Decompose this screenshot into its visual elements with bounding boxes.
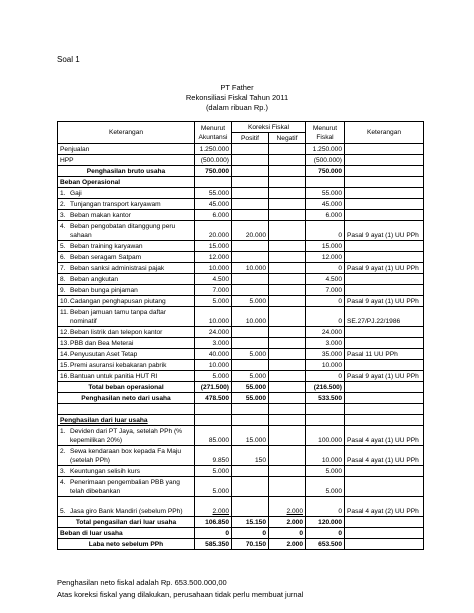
item-number: 4. bbox=[60, 223, 66, 230]
cell-negatif bbox=[269, 188, 306, 199]
cell-akuntansi: 9.850 bbox=[195, 446, 232, 466]
table-row bbox=[58, 263, 424, 274]
table-row bbox=[58, 285, 424, 296]
item-label: Beban angkutan bbox=[70, 276, 119, 283]
cell-negatif bbox=[269, 466, 306, 477]
cell-fiskal: 533.500 bbox=[306, 393, 345, 404]
item-number: 15. bbox=[60, 362, 70, 369]
table-row bbox=[58, 241, 424, 252]
cell-note bbox=[345, 338, 424, 349]
cell-note bbox=[345, 477, 424, 497]
cell-negatif bbox=[269, 210, 306, 221]
cell-negatif bbox=[269, 477, 306, 497]
cell-positif bbox=[232, 199, 269, 210]
cell-fiskal: 5.000 bbox=[306, 466, 345, 477]
cell-negatif bbox=[269, 446, 306, 466]
cell-empty bbox=[345, 404, 424, 415]
cell-keterangan bbox=[58, 446, 195, 466]
table-row bbox=[58, 210, 424, 221]
cell-negatif bbox=[269, 221, 306, 241]
cell-note bbox=[345, 241, 424, 252]
item-number: 8. bbox=[60, 276, 66, 283]
cell-fiskal: (216.500) bbox=[306, 382, 345, 393]
cell-positif: 10.000 bbox=[232, 307, 269, 327]
cell-positif bbox=[232, 477, 269, 497]
cell-akuntansi: 12.000 bbox=[195, 252, 232, 263]
cell-keterangan bbox=[58, 263, 195, 274]
item-number: 3. bbox=[60, 212, 66, 219]
item-number: 10. bbox=[60, 298, 70, 305]
item-label: Beban bunga pinjaman bbox=[70, 287, 138, 294]
cell-fiskal: 55.000 bbox=[306, 188, 345, 199]
cell-keterangan: Penghasilan bruto usaha bbox=[58, 166, 195, 177]
total-beban-row bbox=[58, 382, 424, 393]
cell-note: Pasal 11 UU PPh bbox=[345, 349, 424, 360]
cell-keterangan bbox=[58, 327, 195, 338]
cell-fiskal: 24.000 bbox=[306, 327, 345, 338]
cell-positif: 10.000 bbox=[232, 263, 269, 274]
cell-negatif bbox=[269, 263, 306, 274]
cell-negatif bbox=[269, 252, 306, 263]
cell-akuntansi: 5.000 bbox=[195, 371, 232, 382]
cell-negatif bbox=[269, 199, 306, 210]
cell-fiskal: 120.000 bbox=[306, 517, 345, 528]
cell-akuntansi: 106.850 bbox=[195, 517, 232, 528]
total-luar-row bbox=[58, 517, 424, 528]
col-fiskal-header: Menurut Fiskal bbox=[306, 122, 345, 144]
item-number: 11. bbox=[60, 309, 69, 316]
cell-akuntansi: (271.500) bbox=[195, 382, 232, 393]
cell-fiskal: 3.000 bbox=[306, 338, 345, 349]
table-row bbox=[58, 497, 424, 517]
item-number: 5. bbox=[60, 243, 66, 250]
cell-positif bbox=[232, 241, 269, 252]
item-label: Cadangan penghapusan piutang bbox=[70, 298, 166, 305]
cell-fiskal: 0 bbox=[306, 263, 345, 274]
cell-positif bbox=[232, 274, 269, 285]
cell-fiskal: 35.000 bbox=[306, 349, 345, 360]
table-row bbox=[58, 155, 424, 166]
cell-akuntansi: 20.000 bbox=[195, 221, 232, 241]
question-label: Soal 1 bbox=[57, 55, 80, 64]
cell-negatif bbox=[269, 426, 306, 446]
cell-keterangan bbox=[58, 338, 195, 349]
item-label: Deviden dari PT Jaya, setelah PPh (% kepemilikan 20%) bbox=[70, 428, 183, 444]
cell-keterangan bbox=[58, 466, 195, 477]
section-beban-operasional: Beban Operasional bbox=[58, 177, 195, 188]
cell-negatif bbox=[269, 296, 306, 307]
cell-note bbox=[345, 166, 424, 177]
cell-fiskal: 7.000 bbox=[306, 285, 345, 296]
item-label: Bantuan untuk panitia HUT RI bbox=[70, 373, 158, 380]
cell-positif bbox=[232, 415, 269, 426]
item-number: 1. bbox=[60, 428, 66, 435]
cell-positif: 20.000 bbox=[232, 221, 269, 241]
cell-negatif: 2.000 bbox=[269, 539, 306, 550]
item-label: Beban jamuan tamu tanpa daftar nominatif bbox=[70, 309, 167, 325]
cell-note bbox=[345, 327, 424, 338]
footer-line-1: Penghasilan neto fiskal adalah Rp. 653.500.000,00 bbox=[57, 578, 227, 587]
cell-keterangan bbox=[58, 274, 195, 285]
cell-fiskal: 6.000 bbox=[306, 210, 345, 221]
cell-akuntansi: (500.000) bbox=[195, 155, 232, 166]
col-negatif-header: Negatif bbox=[269, 133, 306, 144]
cell-fiskal: 653.500 bbox=[306, 539, 345, 550]
section-header-row bbox=[58, 415, 424, 426]
cell-akuntansi: 6.000 bbox=[195, 210, 232, 221]
table-row bbox=[58, 307, 424, 327]
table-header-row-1 bbox=[58, 122, 424, 133]
table-row bbox=[58, 221, 424, 241]
cell-keterangan: Penjualan bbox=[58, 144, 195, 155]
item-label: Beban pengobatan ditanggung peru sahaan bbox=[70, 223, 176, 239]
cell-akuntansi: 585.350 bbox=[195, 539, 232, 550]
col-akuntansi-header: Menurut Akuntansi bbox=[195, 122, 232, 144]
cell-fiskal: 12.000 bbox=[306, 252, 345, 263]
cell-positif: 150 bbox=[232, 446, 269, 466]
item-number: 16. bbox=[60, 373, 70, 380]
cell-note bbox=[345, 466, 424, 477]
cell-negatif bbox=[269, 338, 306, 349]
item-label: Penerimaan pengembalian PBB yang telah dibebankan bbox=[70, 479, 180, 495]
cell-keterangan: Total beban operasional bbox=[58, 382, 195, 393]
cell-akuntansi: 10.000 bbox=[195, 307, 232, 327]
table-row bbox=[58, 274, 424, 285]
report-unit: (dalam ribuan Rp.) bbox=[205, 103, 269, 112]
cell-negatif bbox=[269, 177, 306, 188]
cell-keterangan: Laba neto sebelum PPh bbox=[58, 539, 195, 550]
cell-keterangan: Penghasilan neto dari usaha bbox=[58, 393, 195, 404]
cell-fiskal: 4.500 bbox=[306, 274, 345, 285]
cell-akuntansi: 5.000 bbox=[195, 477, 232, 497]
cell-negatif: 2.000 bbox=[269, 497, 306, 517]
cell-akuntansi: 2.000 bbox=[195, 497, 232, 517]
cell-akuntansi: 3.000 bbox=[195, 338, 232, 349]
cell-empty bbox=[195, 404, 232, 415]
cell-note bbox=[345, 393, 424, 404]
cell-note: Pasal 9 ayat (1) UU PPh bbox=[345, 296, 424, 307]
cell-note bbox=[345, 252, 424, 263]
item-number: 2. bbox=[60, 448, 66, 455]
cell-akuntansi: 5.000 bbox=[195, 466, 232, 477]
cell-positif: 55.000 bbox=[232, 393, 269, 404]
table-row bbox=[58, 199, 424, 210]
table-row bbox=[58, 349, 424, 360]
cell-note bbox=[345, 144, 424, 155]
cell-note bbox=[345, 415, 424, 426]
cell-keterangan bbox=[58, 371, 195, 382]
cell-akuntansi: 10.000 bbox=[195, 360, 232, 371]
cell-akuntansi: 4.500 bbox=[195, 274, 232, 285]
item-label: Penyusutan Aset Tetap bbox=[70, 351, 138, 358]
table-row bbox=[58, 144, 424, 155]
cell-note bbox=[345, 210, 424, 221]
cell-keterangan bbox=[58, 188, 195, 199]
cell-note bbox=[345, 360, 424, 371]
cell-positif: 70.150 bbox=[232, 539, 269, 550]
cell-positif bbox=[232, 360, 269, 371]
cell-fiskal: 10.000 bbox=[306, 446, 345, 466]
cell-keterangan bbox=[58, 360, 195, 371]
cell-fiskal: 0 bbox=[306, 371, 345, 382]
cell-fiskal: 10.000 bbox=[306, 360, 345, 371]
cell-keterangan bbox=[58, 477, 195, 497]
cell-negatif bbox=[269, 371, 306, 382]
item-label: Beban listrik dan telepon kantor bbox=[70, 329, 163, 336]
cell-keterangan bbox=[58, 349, 195, 360]
cell-note: Pasal 9 ayat (1) UU PPh bbox=[345, 371, 424, 382]
section-header-row bbox=[58, 177, 424, 188]
cell-negatif bbox=[269, 360, 306, 371]
item-label: PBB dan Bea Meterai bbox=[70, 340, 134, 347]
cell-negatif bbox=[269, 155, 306, 166]
cell-positif: 15.150 bbox=[232, 517, 269, 528]
footer-line-2: Atas koreksi fiskal yang dilakukan, perusahaan tidak perlu membuat jurnal bbox=[57, 590, 304, 599]
cell-keterangan bbox=[58, 199, 195, 210]
table-row bbox=[58, 338, 424, 349]
item-number: 2. bbox=[60, 201, 66, 208]
cell-empty bbox=[58, 404, 195, 415]
table-row bbox=[58, 477, 424, 497]
cell-empty bbox=[232, 404, 269, 415]
cell-fiskal: 45.000 bbox=[306, 199, 345, 210]
cell-positif bbox=[232, 188, 269, 199]
table-row bbox=[58, 466, 424, 477]
item-number: 5. bbox=[60, 508, 66, 515]
cell-akuntansi: 15.000 bbox=[195, 241, 232, 252]
cell-positif bbox=[232, 466, 269, 477]
cell-negatif bbox=[269, 274, 306, 285]
item-number: 14. bbox=[60, 351, 70, 358]
cell-fiskal: 0 bbox=[306, 296, 345, 307]
neto-usaha-row bbox=[58, 393, 424, 404]
cell-negatif bbox=[269, 144, 306, 155]
cell-fiskal: 5.000 bbox=[306, 477, 345, 497]
col-positif-header: Positif bbox=[232, 133, 269, 144]
cell-positif: 15.000 bbox=[232, 426, 269, 446]
cell-fiskal: (500.000) bbox=[306, 155, 345, 166]
cell-note bbox=[345, 177, 424, 188]
cell-note bbox=[345, 539, 424, 550]
cell-positif bbox=[232, 327, 269, 338]
cell-negatif bbox=[269, 241, 306, 252]
cell-positif bbox=[232, 285, 269, 296]
cell-keterangan bbox=[58, 426, 195, 446]
item-label: Beban sanksi administrasi pajak bbox=[70, 265, 165, 272]
cell-positif bbox=[232, 166, 269, 177]
cell-positif: 5.000 bbox=[232, 296, 269, 307]
cell-akuntansi: 7.000 bbox=[195, 285, 232, 296]
cell-negatif bbox=[269, 382, 306, 393]
cell-keterangan: Total pengasilan dari luar usaha bbox=[58, 517, 195, 528]
cell-keterangan bbox=[58, 221, 195, 241]
cell-positif bbox=[232, 155, 269, 166]
cell-fiskal: 0 bbox=[306, 497, 345, 517]
cell-fiskal bbox=[306, 177, 345, 188]
cell-note bbox=[345, 528, 424, 539]
cell-keterangan bbox=[58, 252, 195, 263]
cell-fiskal: 0 bbox=[306, 221, 345, 241]
cell-note: Pasal 4 ayat (1) UU PPh bbox=[345, 446, 424, 466]
cell-fiskal: 15.000 bbox=[306, 241, 345, 252]
cell-keterangan bbox=[58, 210, 195, 221]
item-label: Beban makan kantor bbox=[70, 212, 131, 219]
item-number: 12. bbox=[60, 329, 70, 336]
table-row bbox=[58, 188, 424, 199]
cell-positif bbox=[232, 210, 269, 221]
cell-positif bbox=[232, 497, 269, 517]
item-number: 13. bbox=[60, 340, 70, 347]
cell-fiskal: 1.250.000 bbox=[306, 144, 345, 155]
table-row bbox=[58, 371, 424, 382]
cell-positif bbox=[232, 252, 269, 263]
cell-negatif bbox=[269, 393, 306, 404]
cell-akuntansi: 40.000 bbox=[195, 349, 232, 360]
cell-note bbox=[345, 199, 424, 210]
cell-note: SE.27/PJ.22/1986 bbox=[345, 307, 424, 327]
cell-positif bbox=[232, 338, 269, 349]
table-row bbox=[58, 252, 424, 263]
cell-akuntansi: 5.000 bbox=[195, 296, 232, 307]
cell-keterangan: HPP bbox=[58, 155, 195, 166]
cell-keterangan bbox=[58, 296, 195, 307]
cell-negatif bbox=[269, 327, 306, 338]
cell-note: Pasal 4 ayat (1) UU PPh bbox=[345, 426, 424, 446]
cell-positif: 55.000 bbox=[232, 382, 269, 393]
item-label: Keuntungan selisih kurs bbox=[70, 468, 141, 475]
cell-akuntansi: 45.000 bbox=[195, 199, 232, 210]
item-number: 7. bbox=[60, 265, 66, 272]
item-number: 1. bbox=[60, 190, 66, 197]
item-label: Sewa kendaraan box kepada Fa Maju (setelah PPh) bbox=[70, 448, 182, 464]
table-row bbox=[58, 296, 424, 307]
cell-positif: 0 bbox=[232, 528, 269, 539]
cell-negatif bbox=[269, 349, 306, 360]
company-name: PT Father bbox=[220, 83, 254, 92]
cell-note: Pasal 4 ayat (2) UU PPh bbox=[345, 497, 424, 517]
cell-negatif bbox=[269, 307, 306, 327]
cell-positif bbox=[232, 144, 269, 155]
report-title: Rekonsiliasi Fiskal Tahun 2011 bbox=[185, 93, 289, 102]
cell-empty bbox=[269, 404, 306, 415]
item-label: Tunjangan transport karyawam bbox=[70, 201, 161, 208]
cell-empty bbox=[306, 404, 345, 415]
cell-negatif bbox=[269, 415, 306, 426]
item-label: Beban training karyawan bbox=[70, 243, 143, 250]
spacer-row bbox=[58, 404, 424, 415]
cell-negatif bbox=[269, 166, 306, 177]
section-luar-usaha: Penghasilan dari luar usaha bbox=[58, 415, 195, 426]
cell-akuntansi: 24.000 bbox=[195, 327, 232, 338]
table-row bbox=[58, 426, 424, 446]
cell-note bbox=[345, 188, 424, 199]
beban-luar-row bbox=[58, 528, 424, 539]
cell-akuntansi bbox=[195, 177, 232, 188]
col-koreksi-header: Koreksi Fiskal bbox=[232, 122, 306, 133]
cell-positif: 5.000 bbox=[232, 371, 269, 382]
table-row bbox=[58, 446, 424, 466]
item-number: 3. bbox=[60, 468, 66, 475]
cell-akuntansi: 478.500 bbox=[195, 393, 232, 404]
cell-negatif bbox=[269, 285, 306, 296]
cell-keterangan bbox=[58, 285, 195, 296]
item-label: Jasa giro Bank Mandiri (sebelum PPh) bbox=[70, 508, 183, 515]
cell-note bbox=[345, 285, 424, 296]
item-label: Premi asuransi kebakaran pabrik bbox=[70, 362, 167, 369]
cell-note: Pasal 9 ayat (1) UU PPh bbox=[345, 263, 424, 274]
table-row bbox=[58, 360, 424, 371]
cell-keterangan bbox=[58, 241, 195, 252]
bruto-row bbox=[58, 166, 424, 177]
item-label: Gaji bbox=[70, 190, 82, 197]
item-number: 6. bbox=[60, 254, 66, 261]
cell-keterangan bbox=[58, 497, 195, 517]
cell-akuntansi: 1.250.000 bbox=[195, 144, 232, 155]
cell-negatif: 2.000 bbox=[269, 517, 306, 528]
cell-note bbox=[345, 274, 424, 285]
cell-fiskal: 100.000 bbox=[306, 426, 345, 446]
cell-keterangan bbox=[58, 307, 195, 327]
cell-akuntansi: 0 bbox=[195, 528, 232, 539]
table-row bbox=[58, 327, 424, 338]
item-label: Beban seragam Satpam bbox=[70, 254, 142, 261]
cell-fiskal bbox=[306, 415, 345, 426]
cell-positif: 5.000 bbox=[232, 349, 269, 360]
col-keterangan-header: Keterangan bbox=[58, 122, 195, 144]
item-number: 4. bbox=[60, 479, 66, 486]
cell-positif bbox=[232, 177, 269, 188]
cell-note bbox=[345, 155, 424, 166]
cell-akuntansi bbox=[195, 415, 232, 426]
col-note-header: Keterangan bbox=[345, 122, 424, 144]
cell-akuntansi: 10.000 bbox=[195, 263, 232, 274]
cell-akuntansi: 55.000 bbox=[195, 188, 232, 199]
cell-negatif: 0 bbox=[269, 528, 306, 539]
cell-fiskal: 750.000 bbox=[306, 166, 345, 177]
cell-fiskal: 0 bbox=[306, 307, 345, 327]
cell-akuntansi: 750.000 bbox=[195, 166, 232, 177]
item-number: 9. bbox=[60, 287, 66, 294]
reconciliation-table bbox=[57, 121, 424, 550]
cell-note: Pasal 9 ayat (1) UU PPh bbox=[345, 221, 424, 241]
cell-akuntansi: 85.000 bbox=[195, 426, 232, 446]
laba-neto-row bbox=[58, 539, 424, 550]
cell-keterangan: Beban di luar usaha bbox=[58, 528, 195, 539]
cell-fiskal: 0 bbox=[306, 528, 345, 539]
cell-note bbox=[345, 517, 424, 528]
cell-note bbox=[345, 382, 424, 393]
